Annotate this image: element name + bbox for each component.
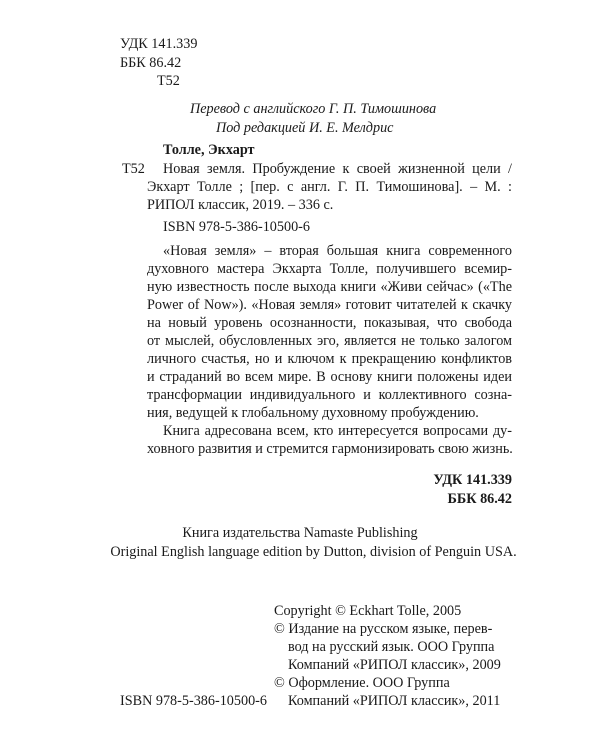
annotation-line: ховного развития и стремится гармонизировать свою жизнь. [147, 441, 513, 457]
author-mark: Т52 [157, 73, 180, 89]
bib-title-line: Новая земля. Пробуждение к своей жизненной цели / [163, 161, 512, 177]
annotation-line: на новый уровень осознанности, показывая, что свобода [147, 315, 512, 331]
udk-code-bold: УДК 141.339 [433, 472, 512, 488]
bbk-code-bold: ББК 86.42 [447, 491, 512, 507]
publisher-note-line-1: Книга издательства Namaste Publishing [182, 525, 418, 541]
annotation-line: от мыслей, обусловленных эго, является не только залогом [147, 333, 512, 349]
bib-responsibility-line: Экхарт Толле ; [пер. с англ. Г. П. Тимошинова]. – М. : [147, 179, 512, 195]
bib-author-mark: Т52 [122, 161, 145, 177]
bbk-code: ББК 86.42 [120, 55, 182, 71]
annotation-line: ную известность после выхода книги «Живи сейчас» («The [147, 279, 512, 295]
annotation-line: трансформации индивидуального и коллективного созна- [147, 387, 512, 403]
annotation-line: Книга адресована всем, кто интересуется вопросами ду- [163, 423, 512, 439]
bib-publication-line: РИПОЛ классик, 2019. – 336 с. [147, 197, 334, 213]
copyright-line: вод на русский язык. ООО Группа [288, 639, 495, 655]
annotation-line: ния, ведущей к глобальному духовному пробуждению. [147, 405, 479, 421]
annotation-line: «Новая земля» – вторая большая книга современного [163, 243, 512, 259]
translator-credit: Перевод с английского Г. П. Тимошинова [190, 101, 437, 117]
copyright-line: © Оформление. ООО Группа [274, 675, 450, 691]
udk-code: УДК 141.339 [120, 36, 198, 52]
footer-isbn: ISBN 978-5-386-10500-6 [120, 693, 267, 709]
bib-isbn: ISBN 978-5-386-10500-6 [163, 219, 310, 235]
copyright-line: Компаний «РИПОЛ классик», 2009 [288, 657, 501, 673]
copyright-line: Copyright © Eckhart Tolle, 2005 [274, 603, 462, 619]
author-heading: Толле, Экхарт [163, 142, 255, 158]
annotation-line: и страданий во всем мире. В основу книги положены идеи [147, 369, 512, 385]
annotation-line: личного счастья, но и ключом к прекращению конфликтов [147, 351, 512, 367]
annotation-line: Power of Now»). «Новая земля» готовит читателей к скачку [147, 297, 512, 313]
copyright-line: © Издание на русском языке, перев- [274, 621, 493, 637]
publisher-note-line-2: Original English language edition by Dutton, division of Penguin USA. [110, 544, 517, 560]
annotation-line: духовного мастера Экхарта Толле, получившего всемир- [147, 261, 512, 277]
copyright-line: Компаний «РИПОЛ классик», 2011 [288, 693, 501, 709]
editor-credit: Под редакцией И. Е. Мелдрис [216, 120, 394, 136]
